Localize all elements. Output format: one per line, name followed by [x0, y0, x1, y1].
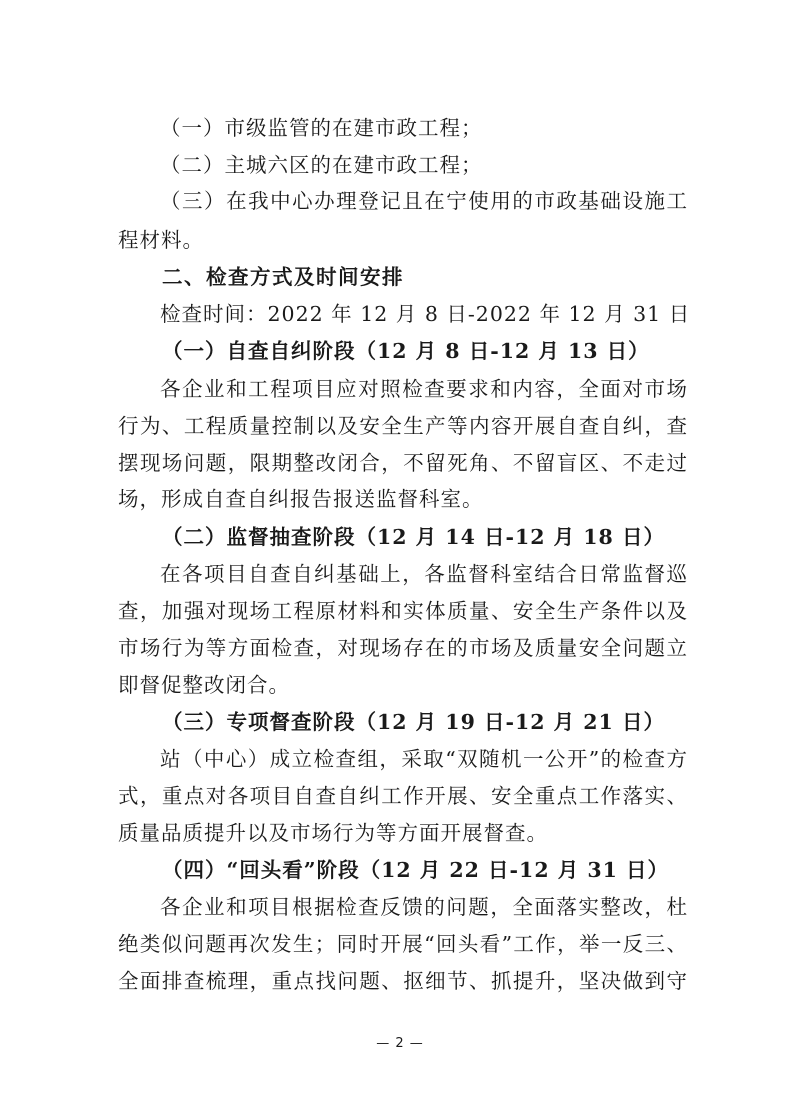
stage4-heading: （四）“回头看”阶段（12 月 22 日-12 月 31 日）	[162, 858, 670, 882]
stage4-line-1: 各企业和项目根据检查反馈的问题，全面落实整改，杜	[160, 895, 688, 919]
scope-item-3: （三）在我中心办理登记且在宁使用的市政基础设施工	[160, 189, 688, 213]
scope-item-3-continued: 程材料。	[118, 228, 204, 252]
stage2-line-3: 市场行为等方面检查，对现场存在的市场及质量安全问题立	[118, 636, 688, 660]
section-heading: 二、检查方式及时间安排	[162, 265, 404, 289]
stage2-heading: （二）监督抽查阶段（12 月 14 日-12 月 18 日）	[162, 525, 665, 549]
stage3-heading: （三）专项督查阶段（12 月 19 日-12 月 21 日）	[162, 710, 665, 734]
stage4-line-2: 绝类似问题再次发生；同时开展“回头看”工作，举一反三、	[118, 932, 688, 956]
stage2-line-4: 即督促整改闭合。	[118, 673, 290, 697]
stage1-line-3: 摆现场问题，限期整改闭合，不留死角、不留盲区、不走过	[118, 451, 688, 475]
scope-item-2: （二）主城六区的在建市政工程；	[160, 153, 483, 177]
inspection-time: 检查时间：2022 年 12 月 8 日-2022 年 12 月 31 日	[160, 302, 691, 326]
stage3-line-2: 式，重点对各项目自查自纠工作开展、安全重点工作落实、	[118, 784, 688, 808]
stage1-heading: （一）自查自纠阶段（12 月 8 日-12 月 13 日）	[162, 339, 650, 363]
stage1-line-1: 各企业和工程项目应对照检查要求和内容，全面对市场	[160, 377, 688, 401]
scope-item-1: （一）市级监管的在建市政工程；	[160, 116, 483, 140]
stage3-line-1: 站（中心）成立检查组，采取“双随机一公开”的检查方	[160, 747, 688, 771]
stage1-line-4: 场，形成自查自纠报告报送监督科室。	[118, 487, 484, 511]
stage3-line-3: 质量品质提升以及市场行为等方面开展督查。	[118, 821, 548, 845]
stage2-line-1: 在各项目自查自纠基础上，各监督科室结合日常监督巡	[160, 562, 688, 586]
page-number: — 2 —	[376, 1036, 424, 1051]
stage2-line-2: 查，加强对现场工程原材料和实体质量、安全生产条件以及	[118, 599, 688, 623]
stage1-line-2: 行为、工程质量控制以及安全生产等内容开展自查自纠，查	[118, 414, 688, 438]
stage4-line-3: 全面排查梳理，重点找问题、抠细节、抓提升，坚决做到守	[118, 969, 688, 993]
